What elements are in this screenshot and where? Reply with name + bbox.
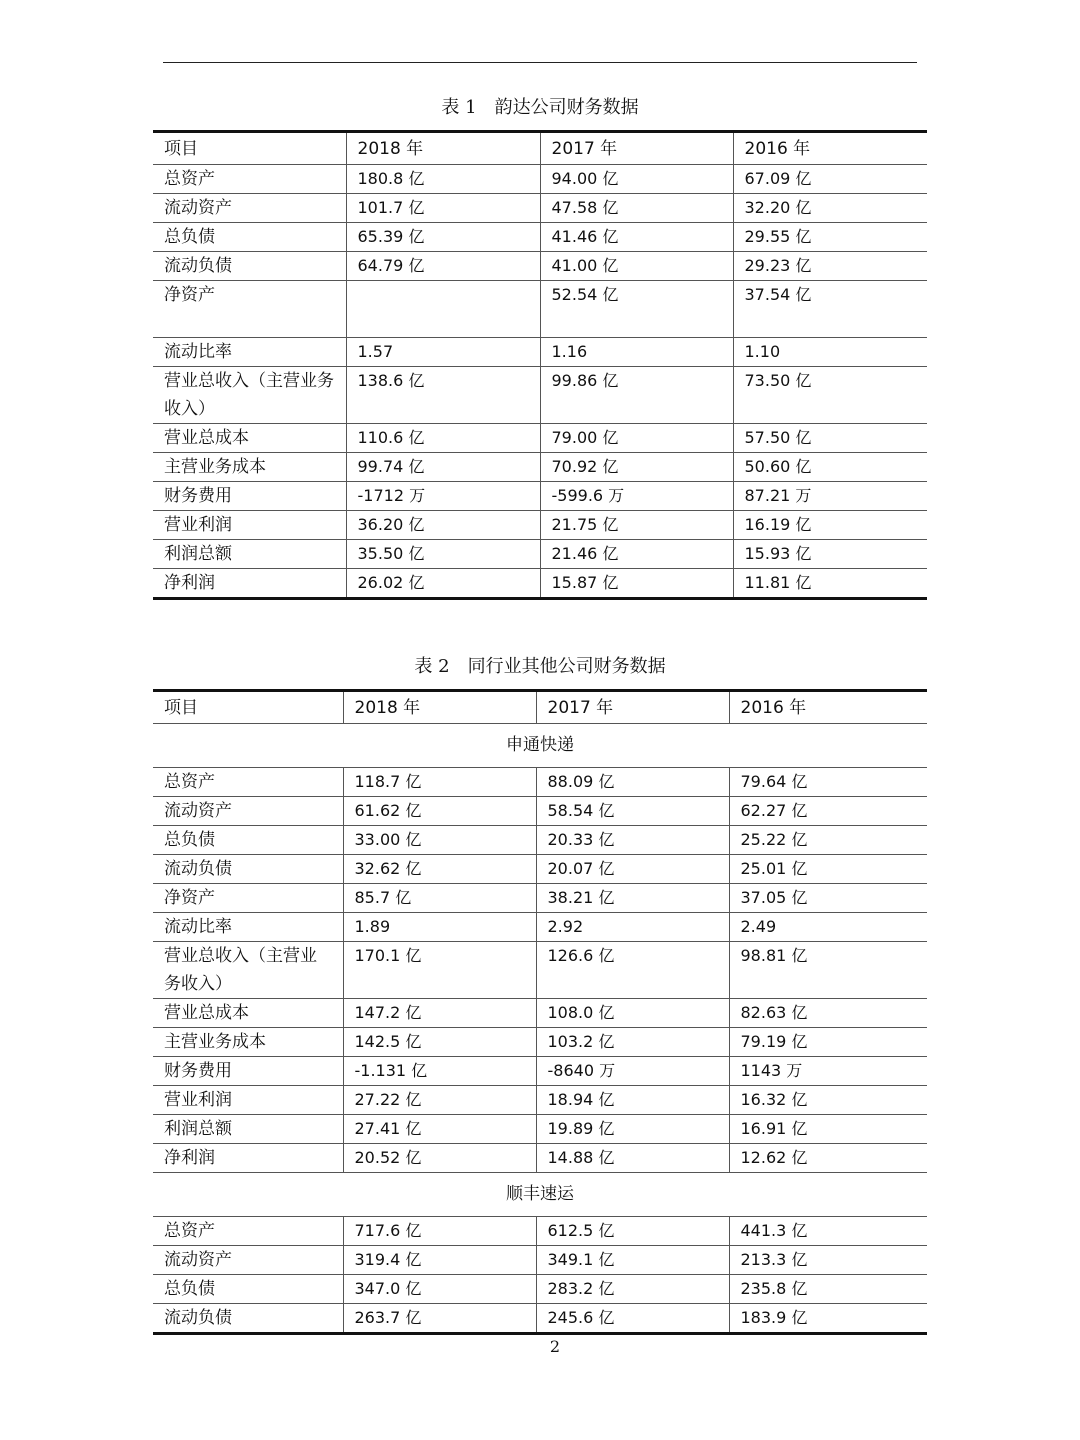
table-row	[153, 281, 927, 338]
cell-2016: 16.91 亿	[729, 1115, 927, 1144]
row-label: 利润总额	[153, 1115, 343, 1144]
table-row	[153, 855, 927, 884]
cell-2016: 15.93 亿	[733, 540, 927, 569]
row-label: 流动资产	[153, 194, 346, 223]
table-row	[153, 424, 927, 453]
cell-2016: 29.55 亿	[733, 223, 927, 252]
table-row	[153, 1246, 927, 1275]
cell-2016: 1143 万	[729, 1057, 927, 1086]
table-row	[153, 913, 927, 942]
table-row	[153, 338, 927, 367]
cell-2017: 19.89 亿	[536, 1115, 729, 1144]
cell-2018: 85.7 亿	[343, 884, 536, 913]
table-row	[153, 884, 927, 913]
table2-peer-financials	[153, 689, 927, 1335]
cell-2017: 1.16	[540, 338, 733, 367]
cell-2017: 52.54 亿	[540, 281, 733, 338]
header-2018: 2018 年	[346, 132, 540, 165]
table-row	[153, 1115, 927, 1144]
cell-2016: 98.81 亿	[729, 942, 927, 999]
table2-caption: 表 2 同行业其他公司财务数据	[414, 656, 666, 677]
header-item: 项目	[153, 132, 346, 165]
cell-2017: 2.92	[536, 913, 729, 942]
row-label: 总资产	[153, 768, 343, 797]
cell-2016: 29.23 亿	[733, 252, 927, 281]
table-row	[153, 194, 927, 223]
table-row	[153, 1275, 927, 1304]
cell-2016: 213.3 亿	[729, 1246, 927, 1275]
cell-2017: 21.75 亿	[540, 511, 733, 540]
table-row	[153, 826, 927, 855]
row-label: 主营业务成本	[153, 1028, 343, 1057]
row-label: 净利润	[153, 1144, 343, 1173]
cell-2016: 79.19 亿	[729, 1028, 927, 1057]
cell-2016: 79.64 亿	[729, 768, 927, 797]
row-label: 财务费用	[153, 1057, 343, 1086]
cell-2016: 62.27 亿	[729, 797, 927, 826]
table-row	[153, 1057, 927, 1086]
row-label: 总负债	[153, 826, 343, 855]
cell-2018: 138.6 亿	[346, 367, 540, 424]
cell-2016: 73.50 亿	[733, 367, 927, 424]
table-row	[153, 1304, 927, 1334]
row-label: 营业利润	[153, 511, 346, 540]
row-label: 净利润	[153, 569, 346, 599]
table-row	[153, 165, 927, 194]
cell-2016: 11.81 亿	[733, 569, 927, 599]
table-row	[153, 482, 927, 511]
table-row	[153, 511, 927, 540]
row-label: 流动资产	[153, 1246, 343, 1275]
cell-2016: 87.21 万	[733, 482, 927, 511]
cell-2017: 38.21 亿	[536, 884, 729, 913]
cell-2017: 79.00 亿	[540, 424, 733, 453]
cell-2017: -599.6 万	[540, 482, 733, 511]
cell-2017: 94.00 亿	[540, 165, 733, 194]
cell-2016: 12.62 亿	[729, 1144, 927, 1173]
table-row	[153, 999, 927, 1028]
row-label: 总资产	[153, 1217, 343, 1246]
row-label: 流动负债	[153, 252, 346, 281]
table-row	[153, 797, 927, 826]
cell-2018: 35.50 亿	[346, 540, 540, 569]
cell-2018: 99.74 亿	[346, 453, 540, 482]
cell-2017: 70.92 亿	[540, 453, 733, 482]
row-label: 利润总额	[153, 540, 346, 569]
section-row-sto	[153, 724, 927, 768]
row-label: 主营业务成本	[153, 453, 346, 482]
cell-2018: 180.8 亿	[346, 165, 540, 194]
cell-2018: 263.7 亿	[343, 1304, 536, 1334]
table-row	[153, 1086, 927, 1115]
cell-2018: 717.6 亿	[343, 1217, 536, 1246]
cell-2016: 57.50 亿	[733, 424, 927, 453]
row-label: 流动资产	[153, 797, 343, 826]
row-label: 财务费用	[153, 482, 346, 511]
cell-2016: 50.60 亿	[733, 453, 927, 482]
table-row	[153, 569, 927, 599]
cell-2018: 27.41 亿	[343, 1115, 536, 1144]
row-label: 营业总收入（主营业务收入）	[153, 942, 343, 999]
header-2017: 2017 年	[536, 691, 729, 724]
cell-2016: 37.54 亿	[733, 281, 927, 338]
header-rule	[163, 62, 917, 63]
cell-2017: 47.58 亿	[540, 194, 733, 223]
table-row	[153, 1144, 927, 1173]
table1-header-row	[153, 132, 927, 165]
header-2016: 2016 年	[729, 691, 927, 724]
cell-2018: 65.39 亿	[346, 223, 540, 252]
cell-2018: 36.20 亿	[346, 511, 540, 540]
cell-2017: 20.07 亿	[536, 855, 729, 884]
cell-2017: 21.46 亿	[540, 540, 733, 569]
table1-yunda-financials	[153, 130, 927, 600]
table-row	[153, 223, 927, 252]
row-label: 净资产	[153, 281, 346, 338]
cell-2018: 33.00 亿	[343, 826, 536, 855]
cell-2016: 25.01 亿	[729, 855, 927, 884]
cell-2018: 118.7 亿	[343, 768, 536, 797]
row-label: 总负债	[153, 223, 346, 252]
section-title: 申通快递	[153, 724, 927, 768]
cell-2017: 99.86 亿	[540, 367, 733, 424]
cell-2018: 319.4 亿	[343, 1246, 536, 1275]
cell-2017: 41.46 亿	[540, 223, 733, 252]
cell-2016: 16.32 亿	[729, 1086, 927, 1115]
table-row	[153, 1217, 927, 1246]
cell-2018: 27.22 亿	[343, 1086, 536, 1115]
cell-2017: 18.94 亿	[536, 1086, 729, 1115]
cell-2016: 67.09 亿	[733, 165, 927, 194]
row-label: 流动负债	[153, 1304, 343, 1334]
row-label: 营业总收入（主营业务收入）	[153, 367, 346, 424]
cell-2018: 101.7 亿	[346, 194, 540, 223]
cell-2017: -8640 万	[536, 1057, 729, 1086]
row-label: 营业总成本	[153, 424, 346, 453]
cell-2018: 1.57	[346, 338, 540, 367]
cell-2018: 20.52 亿	[343, 1144, 536, 1173]
cell-2018: 61.62 亿	[343, 797, 536, 826]
cell-2017: 58.54 亿	[536, 797, 729, 826]
cell-2017: 349.1 亿	[536, 1246, 729, 1275]
table-row	[153, 942, 927, 999]
cell-2018: 142.5 亿	[343, 1028, 536, 1057]
section-row-sf	[153, 1173, 927, 1217]
table-row	[153, 453, 927, 482]
header-2016: 2016 年	[733, 132, 927, 165]
table2-header-row	[153, 691, 927, 724]
cell-2017: 108.0 亿	[536, 999, 729, 1028]
cell-2018: 26.02 亿	[346, 569, 540, 599]
row-label: 流动比率	[153, 338, 346, 367]
cell-2018	[346, 281, 540, 338]
table1-caption: 表 1 韵达公司财务数据	[441, 97, 639, 118]
cell-2016: 32.20 亿	[733, 194, 927, 223]
table-row	[153, 367, 927, 424]
cell-2018: -1712 万	[346, 482, 540, 511]
table-row	[153, 252, 927, 281]
cell-2017: 245.6 亿	[536, 1304, 729, 1334]
cell-2016: 2.49	[729, 913, 927, 942]
cell-2017: 283.2 亿	[536, 1275, 729, 1304]
cell-2016: 235.8 亿	[729, 1275, 927, 1304]
cell-2016: 16.19 亿	[733, 511, 927, 540]
table-row	[153, 768, 927, 797]
cell-2017: 20.33 亿	[536, 826, 729, 855]
cell-2017: 15.87 亿	[540, 569, 733, 599]
cell-2017: 41.00 亿	[540, 252, 733, 281]
row-label: 营业总成本	[153, 999, 343, 1028]
cell-2016: 82.63 亿	[729, 999, 927, 1028]
cell-2018: -1.131 亿	[343, 1057, 536, 1086]
cell-2018: 1.89	[343, 913, 536, 942]
cell-2018: 347.0 亿	[343, 1275, 536, 1304]
row-label: 净资产	[153, 884, 343, 913]
row-label: 流动负债	[153, 855, 343, 884]
cell-2017: 126.6 亿	[536, 942, 729, 999]
page-number: 2	[549, 1337, 561, 1356]
cell-2016: 441.3 亿	[729, 1217, 927, 1246]
cell-2016: 183.9 亿	[729, 1304, 927, 1334]
cell-2017: 612.5 亿	[536, 1217, 729, 1246]
row-label: 总负债	[153, 1275, 343, 1304]
cell-2016: 1.10	[733, 338, 927, 367]
cell-2018: 170.1 亿	[343, 942, 536, 999]
cell-2017: 103.2 亿	[536, 1028, 729, 1057]
row-label: 营业利润	[153, 1086, 343, 1115]
header-item: 项目	[153, 691, 343, 724]
table-row	[153, 1028, 927, 1057]
cell-2017: 88.09 亿	[536, 768, 729, 797]
cell-2018: 147.2 亿	[343, 999, 536, 1028]
cell-2018: 110.6 亿	[346, 424, 540, 453]
section-title: 顺丰速运	[153, 1173, 927, 1217]
table-row	[153, 540, 927, 569]
cell-2016: 37.05 亿	[729, 884, 927, 913]
cell-2016: 25.22 亿	[729, 826, 927, 855]
row-label: 总资产	[153, 165, 346, 194]
row-label: 流动比率	[153, 913, 343, 942]
cell-2018: 64.79 亿	[346, 252, 540, 281]
cell-2018: 32.62 亿	[343, 855, 536, 884]
header-2017: 2017 年	[540, 132, 733, 165]
cell-2017: 14.88 亿	[536, 1144, 729, 1173]
header-2018: 2018 年	[343, 691, 536, 724]
